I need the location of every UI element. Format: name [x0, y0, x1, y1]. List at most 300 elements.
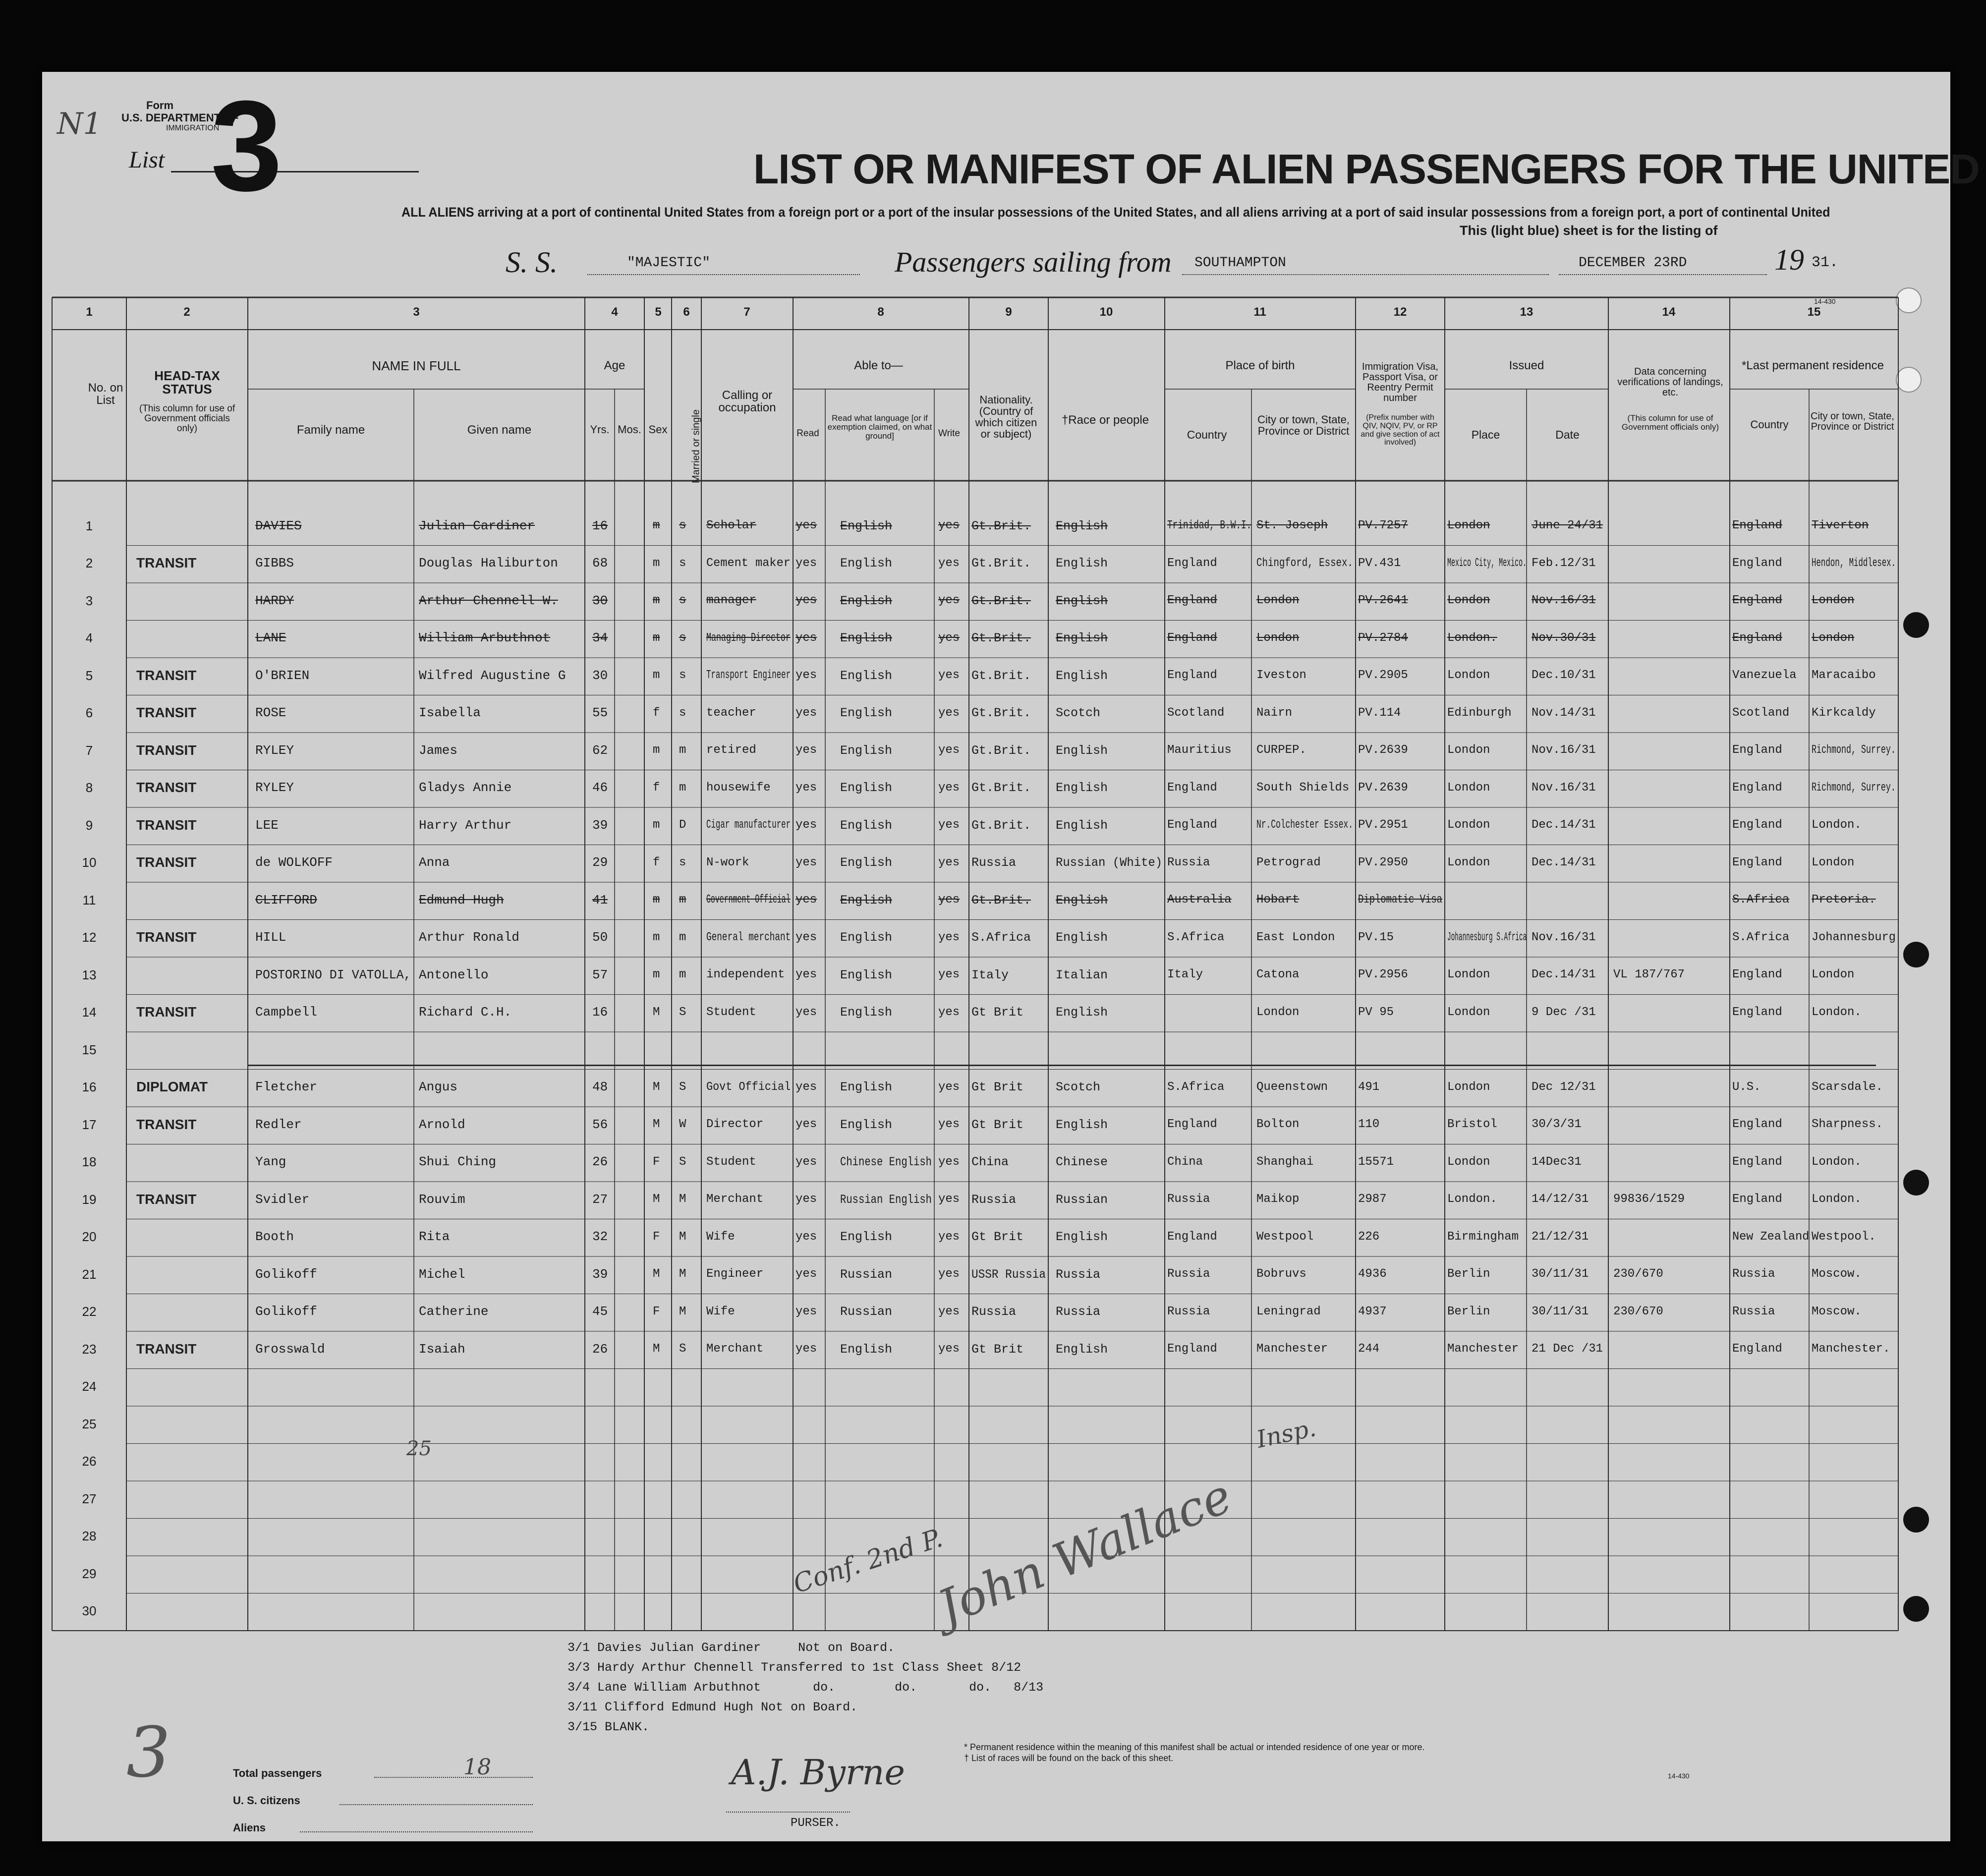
cell-visa: 491 [1358, 1080, 1380, 1094]
cell-occ: Managing Director [706, 631, 791, 645]
cell-rcountry: England [1732, 743, 1782, 757]
cell-nat: Russia [971, 855, 1017, 870]
cell-age: 34 [592, 630, 608, 646]
cell-write: yes [938, 706, 960, 720]
cell-no: 25 [82, 1416, 97, 1431]
cell-rcity: Richmond, Surrey. [1812, 781, 1896, 795]
cell-iplace: London. [1447, 1193, 1497, 1206]
cell-ms: s [679, 706, 686, 720]
corner-note: N1 [57, 107, 102, 141]
cell-bcity: St. Joseph [1256, 519, 1328, 533]
cell-nat: Gt.Brit. [971, 518, 1031, 533]
header-visa: Immigration Visa, Passport Visa, or Reentry Permit number [1362, 361, 1439, 403]
cell-iplace: Edinburgh [1447, 706, 1512, 720]
cell-given: Harry Arthur [419, 817, 512, 833]
cell-lang: English [840, 1230, 893, 1244]
cell-idate: 21/12/31 [1532, 1230, 1589, 1244]
cell-write: yes [938, 1193, 960, 1206]
cell-rcity: London. [1812, 1155, 1862, 1169]
cell-visa: PV.15 [1358, 930, 1394, 944]
ss-label: S. S. [506, 246, 558, 279]
cell-bcity: CURPEP. [1256, 743, 1306, 757]
cell-write: yes [938, 1080, 960, 1094]
cell-rcountry: S.Africa [1732, 930, 1790, 944]
cell-family: RYLEY [255, 742, 294, 758]
cell-race: Italian [1056, 967, 1108, 982]
cell-rcountry: Scotland [1732, 706, 1790, 720]
cell-age: 62 [592, 742, 608, 758]
cell-ms: m [679, 930, 686, 944]
cell-occ: Student [706, 1005, 756, 1019]
cell-idate: 21 Dec /31 [1532, 1342, 1603, 1356]
cell-age: 26 [592, 1154, 608, 1170]
cell-read: yes [795, 818, 817, 832]
cell-nat: Gt Brit [971, 1117, 1024, 1132]
cell-ms: M [679, 1267, 686, 1281]
cell-no: 29 [82, 1566, 97, 1581]
cell-no: 5 [85, 668, 93, 683]
cell-occ: N-work [706, 855, 749, 869]
form-code-bottom: 14-430 [1668, 1772, 1690, 1780]
cell-no: 19 [82, 1192, 97, 1207]
cell-age: 41 [592, 892, 608, 908]
cell-no: 7 [85, 742, 93, 758]
cell-rcountry: England [1732, 631, 1782, 645]
cell-rcountry: Russia [1732, 1267, 1775, 1281]
cell-bcity: Chingford, Essex. [1256, 556, 1353, 570]
cell-rcountry: Russia [1732, 1305, 1775, 1318]
header-head-tax: HEAD-TAX STATUS [154, 368, 220, 397]
header-sex: Sex [648, 423, 668, 436]
cell-sex: m [653, 818, 660, 832]
cell-family: LANE [255, 630, 286, 646]
cell-rcity: London [1812, 594, 1855, 608]
cell-write: yes [938, 1005, 960, 1019]
cell-ms: W [679, 1118, 686, 1132]
cell-occ: manager [706, 594, 756, 608]
cell-status: DIPLOMAT [136, 1079, 208, 1095]
cell-visa: 244 [1358, 1342, 1380, 1356]
cell-age: 48 [592, 1080, 608, 1095]
cell-write: yes [938, 818, 960, 832]
cell-given: Isaiah [419, 1341, 465, 1357]
cell-bcountry: Russia [1167, 1267, 1210, 1281]
cell-nat: Gt.Brit. [971, 593, 1031, 608]
cell-idate: Nov.16/31 [1532, 930, 1596, 944]
cell-sex: m [653, 631, 660, 645]
cell-iplace: Johannesburg S.Africa [1447, 930, 1527, 944]
aliens-label: Aliens [233, 1821, 266, 1834]
cell-no: 2 [85, 556, 93, 571]
cell-family: GIBBS [255, 556, 294, 571]
cell-family: Yang [255, 1154, 286, 1170]
cell-bcountry: Russia [1167, 1193, 1210, 1206]
cell-ms: s [679, 855, 686, 869]
column-number: 2 [183, 305, 190, 319]
cell-iplace: Manchester [1447, 1342, 1519, 1356]
cell-visa: Diplomatic Visa [1358, 893, 1443, 907]
cell-occ: Student [706, 1155, 756, 1169]
cell-bcity: Nr.Colchester Essex. [1256, 818, 1354, 832]
cell-sex: M [653, 1193, 660, 1206]
cell-no: 1 [85, 518, 93, 533]
cell-nat: Russia [971, 1305, 1017, 1319]
cell-iplace: London [1447, 669, 1490, 682]
cell-no: 27 [82, 1491, 97, 1506]
cell-iplace: Berlin [1447, 1305, 1490, 1318]
note-line: 3/11 Clifford Edmund Hugh Not on Board. [567, 1700, 858, 1714]
cell-no: 15 [82, 1042, 97, 1057]
cell-bcity: Nairn [1256, 706, 1293, 720]
cell-age: 55 [592, 705, 608, 721]
cell-no: 22 [82, 1304, 97, 1319]
cell-age: 39 [592, 817, 608, 833]
cell-rcity: Westpool. [1812, 1230, 1876, 1244]
cell-lang: English [840, 556, 893, 570]
cell-rcity: Richmond, Surrey. [1812, 743, 1896, 757]
cell-rcity: London. [1812, 818, 1862, 832]
cell-age: 57 [592, 967, 608, 982]
cell-bcity: Manchester [1256, 1342, 1328, 1356]
cell-bcountry: England [1167, 1118, 1217, 1132]
cell-idate: Dec.14/31 [1532, 855, 1596, 869]
header-read: Read [796, 428, 819, 439]
cell-family: Grosswald [255, 1341, 325, 1357]
header-married: Married or single [690, 409, 702, 483]
cell-no: 4 [85, 630, 93, 646]
cell-no: 8 [85, 780, 93, 796]
header-res-city: City or town, State, Province or District [1811, 411, 1894, 432]
cell-given: James [419, 742, 458, 758]
cell-race: Russia [1056, 1267, 1101, 1282]
note-line: 3/3 Hardy Arthur Chennell Transferred to 1st Class Sheet 8/12 [567, 1660, 1021, 1675]
cell-idate: 30/3/31 [1532, 1118, 1582, 1132]
cell-lang: English [840, 930, 893, 945]
cell-status: TRANSIT [136, 817, 197, 833]
cell-read: yes [795, 1080, 817, 1094]
cell-ms: S [679, 1342, 686, 1356]
cell-occ: housewife [706, 781, 771, 795]
cell-sex: m [653, 669, 660, 682]
cell-family: HARDY [255, 593, 294, 608]
cell-idate: 14/12/31 [1532, 1193, 1589, 1206]
cell-age: 45 [592, 1304, 608, 1319]
cell-write: yes [938, 893, 960, 907]
cell-bcountry: England [1167, 669, 1217, 682]
note-line: 3/1 Davies Julian Gardiner Not on Board. [567, 1641, 895, 1655]
cell-race: English [1056, 1117, 1108, 1132]
cell-no: 23 [82, 1341, 97, 1357]
cell-age: 27 [592, 1192, 608, 1207]
cell-occ: Merchant [706, 1342, 764, 1356]
cell-write: yes [938, 631, 960, 645]
cell-write: yes [938, 594, 960, 608]
cell-rcity: London. [1812, 1193, 1862, 1206]
cell-rcountry: England [1732, 1193, 1782, 1206]
cell-family: Fletcher [255, 1080, 317, 1095]
cell-bcountry: S.Africa [1167, 1080, 1225, 1094]
cell-write: yes [938, 669, 960, 682]
cell-rcountry: U.S. [1732, 1080, 1761, 1094]
cell-read: yes [795, 1118, 817, 1132]
cell-idate: Nov.16/31 [1532, 743, 1596, 757]
header-name-in-full: NAME IN FULL [372, 358, 461, 373]
cell-no: 21 [82, 1266, 97, 1282]
cell-visa: PV.431 [1358, 556, 1401, 570]
cell-no: 16 [82, 1080, 97, 1095]
cell-write: yes [938, 1342, 960, 1356]
cell-family: DAVIES [255, 518, 302, 533]
cell-sex: F [653, 1155, 660, 1169]
cell-race: Russian (White) [1056, 855, 1163, 870]
cell-nat: Gt.Brit. [971, 781, 1031, 795]
cell-verif: 99836/1529 [1613, 1193, 1685, 1206]
total-passengers-label: Total passengers [233, 1767, 322, 1779]
cell-no: 11 [82, 892, 96, 908]
cell-race: Russia [1056, 1305, 1101, 1319]
sailing-label: Passengers sailing from [895, 246, 1172, 278]
cell-occ: Transport Engineer [706, 669, 791, 682]
cell-visa: PV 95 [1358, 1005, 1394, 1019]
conf-note: Conf. 2nd P. [790, 1523, 947, 1599]
cell-status: TRANSIT [136, 1191, 197, 1207]
cell-rcity: Pretoria. [1812, 893, 1876, 907]
cell-given: Antonello [419, 967, 489, 982]
cell-write: yes [938, 930, 960, 944]
cell-bcountry: Russia [1167, 855, 1210, 869]
cell-read: yes [795, 1005, 817, 1019]
cell-idate: 30/11/31 [1532, 1305, 1589, 1318]
cell-lang: English [840, 1080, 893, 1094]
cell-bcountry: Italy [1167, 968, 1203, 982]
cell-ms: D [679, 818, 686, 832]
cell-age: 68 [592, 556, 608, 571]
cell-iplace: Berlin [1447, 1267, 1490, 1281]
cell-occ: Wife [706, 1230, 735, 1244]
cell-family: O'BRIEN [255, 668, 310, 683]
cell-rcountry: England [1732, 1005, 1782, 1019]
cell-visa: 110 [1358, 1118, 1380, 1132]
cell-age: 16 [592, 518, 608, 533]
cell-read: yes [795, 930, 817, 944]
cell-family: Redler [255, 1117, 302, 1132]
cell-bcity: Bolton [1256, 1118, 1300, 1132]
purser-signature: A.J. Byrne [731, 1752, 905, 1793]
cell-visa: 2987 [1358, 1193, 1387, 1206]
cell-ms: M [679, 1193, 686, 1206]
cell-rcountry: England [1732, 1342, 1782, 1356]
immigration-label: IMMIGRATION [166, 124, 220, 132]
cell-iplace: London [1447, 781, 1490, 795]
header-write: Write [938, 428, 960, 439]
cell-rcity: Tiverton [1812, 519, 1869, 533]
cell-visa: PV.2951 [1358, 818, 1408, 832]
cell-rcountry: England [1732, 1118, 1782, 1132]
note-line: 3/15 BLANK. [567, 1720, 650, 1734]
cell-visa: PV.7257 [1358, 519, 1408, 533]
cell-idate: Dec.14/31 [1532, 968, 1596, 982]
cell-bcountry: Australia [1167, 893, 1232, 907]
cell-given: Shui Ching [419, 1154, 497, 1170]
cell-no: 17 [82, 1117, 97, 1132]
cell-given: Richard C.H. [419, 1005, 512, 1020]
cell-write: yes [938, 1230, 960, 1244]
cell-no: 6 [85, 705, 93, 721]
cell-iplace: London [1447, 594, 1490, 608]
cell-read: yes [795, 1342, 817, 1356]
note-line: 3/4 Lane William Arbuthnot do. do. do. 8/13 [567, 1680, 1044, 1695]
cell-bcity: Iveston [1256, 669, 1306, 682]
cell-nat: Gt Brit [971, 1230, 1024, 1244]
cell-sex: m [653, 519, 660, 533]
form-code: 14-430 [1814, 297, 1836, 305]
cell-sex: m [653, 968, 660, 982]
cell-race: English [1056, 818, 1108, 833]
cell-occ: Merchant [706, 1193, 764, 1206]
cell-bcountry: England [1167, 1230, 1217, 1244]
cell-ms: s [679, 594, 686, 608]
cell-write: yes [938, 968, 960, 982]
cell-read: yes [795, 1267, 817, 1281]
manifest-subtitle-2: This (light blue) sheet is for the listing of [1460, 223, 1718, 238]
cell-iplace: London [1447, 1080, 1490, 1094]
header-issued-date: Date [1555, 428, 1580, 441]
cell-iplace: London [1447, 1005, 1490, 1019]
column-number: 8 [877, 305, 884, 319]
cell-rcity: Scarsdale. [1812, 1080, 1883, 1094]
column-number: 10 [1099, 305, 1113, 319]
cell-ms: m [679, 893, 686, 907]
cell-race: English [1056, 1005, 1108, 1020]
cell-lang: English [840, 855, 893, 870]
cell-nat: Gt Brit [971, 1080, 1024, 1094]
cell-sex: M [653, 1118, 660, 1132]
cell-occ: Government Official [706, 893, 791, 907]
column-number: 9 [1005, 305, 1012, 319]
cell-age: 50 [592, 930, 608, 945]
cell-occ: Engineer [706, 1267, 764, 1281]
cell-visa: PV.2641 [1358, 594, 1408, 608]
cell-write: yes [938, 1118, 960, 1132]
cell-iplace: London [1447, 1155, 1490, 1169]
header-family-name: Family name [296, 423, 365, 437]
cell-read: yes [795, 594, 817, 608]
cell-ms: S [679, 1155, 686, 1169]
cell-lang: English [840, 781, 893, 795]
cell-nat: Gt.Brit. [971, 743, 1031, 758]
cell-given: William Arbuthnot [419, 630, 551, 646]
cell-status: TRANSIT [136, 1004, 197, 1020]
cell-occ: independent [706, 968, 785, 982]
cell-idate: Nov.16/31 [1532, 594, 1596, 608]
header-head-tax-note: (This column for use of Government officials only) [139, 403, 235, 434]
cell-sex: F [653, 1305, 660, 1318]
cell-race: English [1056, 668, 1108, 683]
cell-given: Edmund Hugh [419, 892, 504, 908]
cell-iplace: London [1447, 519, 1490, 533]
cell-status: TRANSIT [136, 780, 197, 796]
cell-age: 16 [592, 1005, 608, 1020]
cell-age: 30 [592, 593, 608, 608]
column-number: 5 [655, 305, 662, 319]
cell-bcity: Hobart [1256, 893, 1300, 907]
cell-idate: Nov.30/31 [1532, 631, 1596, 645]
header-nationality: Nationality. (Country of which citizen or subject) [975, 394, 1037, 441]
header-visa-note: (Prefix number with QIV, NQIV, PV, or RP and give section of act involved) [1361, 413, 1440, 447]
cell-age: 32 [592, 1229, 608, 1245]
cell-age: 39 [592, 1266, 608, 1282]
cell-age: 29 [592, 855, 608, 870]
cell-visa: PV.2956 [1358, 968, 1408, 982]
cell-nat: China [971, 1155, 1009, 1169]
cell-given: Julian Cardiner [419, 518, 535, 533]
cell-sex: M [653, 1080, 660, 1094]
header-race: †Race or people [1061, 413, 1149, 427]
header-birth-country: Country [1187, 428, 1227, 441]
cell-bcity: Shanghai [1256, 1155, 1314, 1169]
cell-rcity: Moscow. [1812, 1267, 1862, 1281]
cell-read: yes [795, 743, 817, 757]
cell-rcountry: England [1732, 818, 1782, 832]
page-mark: 3 [126, 1712, 171, 1793]
cell-idate: Nov.16/31 [1532, 781, 1596, 795]
cell-visa: PV.2905 [1358, 669, 1408, 682]
cell-race: Russian [1056, 1192, 1108, 1207]
cell-read: yes [795, 1155, 817, 1169]
cell-occ: Cement maker [706, 556, 791, 570]
cell-iplace: Birmingham [1447, 1230, 1519, 1244]
cell-rcity: London [1812, 968, 1855, 982]
cell-no: 18 [82, 1154, 97, 1170]
cell-verif: VL 187/767 [1613, 968, 1685, 982]
cell-given: Michel [419, 1266, 465, 1282]
cell-lang: English [840, 1005, 893, 1020]
cell-ms: s [679, 556, 686, 570]
header-yrs: Yrs. [590, 423, 610, 436]
cell-rcountry: England [1732, 1155, 1782, 1169]
cell-idate: Dec 12/31 [1532, 1080, 1596, 1094]
cell-idate: 14Dec31 [1532, 1155, 1582, 1169]
column-number: 6 [683, 305, 690, 319]
cell-read: yes [795, 893, 817, 907]
cell-visa: PV.2639 [1358, 743, 1408, 757]
cell-iplace: Bristol [1447, 1118, 1497, 1132]
cell-sex: m [653, 743, 660, 757]
cell-rcountry: England [1732, 519, 1782, 533]
total-passengers-value: 18 [463, 1755, 491, 1780]
cell-ms: S [679, 1005, 686, 1019]
cell-rcity: Sharpness. [1812, 1118, 1883, 1132]
cell-lang: Russian [840, 1267, 893, 1282]
cell-status: TRANSIT [136, 1116, 197, 1132]
cell-write: yes [938, 519, 960, 533]
cell-write: yes [938, 1305, 960, 1318]
cell-family: POSTORINO DI VATOLLA, [255, 967, 411, 982]
cell-status: TRANSIT [136, 854, 197, 870]
cell-rcountry: England [1732, 855, 1782, 869]
cell-write: yes [938, 781, 960, 795]
cell-sex: F [653, 1230, 660, 1244]
header-issued: Issued [1509, 359, 1544, 372]
cell-read: yes [795, 968, 817, 982]
cell-verif: 230/670 [1613, 1267, 1663, 1281]
column-number: 13 [1520, 305, 1533, 319]
footnote-races: † List of races will be found on the back of this sheet. [964, 1753, 1174, 1763]
cell-read: yes [795, 1230, 817, 1244]
cell-bcountry: Trinidad, B.W.I. [1167, 519, 1252, 533]
aliens-line [300, 1831, 533, 1832]
cell-bcountry: Mauritius [1167, 743, 1232, 757]
